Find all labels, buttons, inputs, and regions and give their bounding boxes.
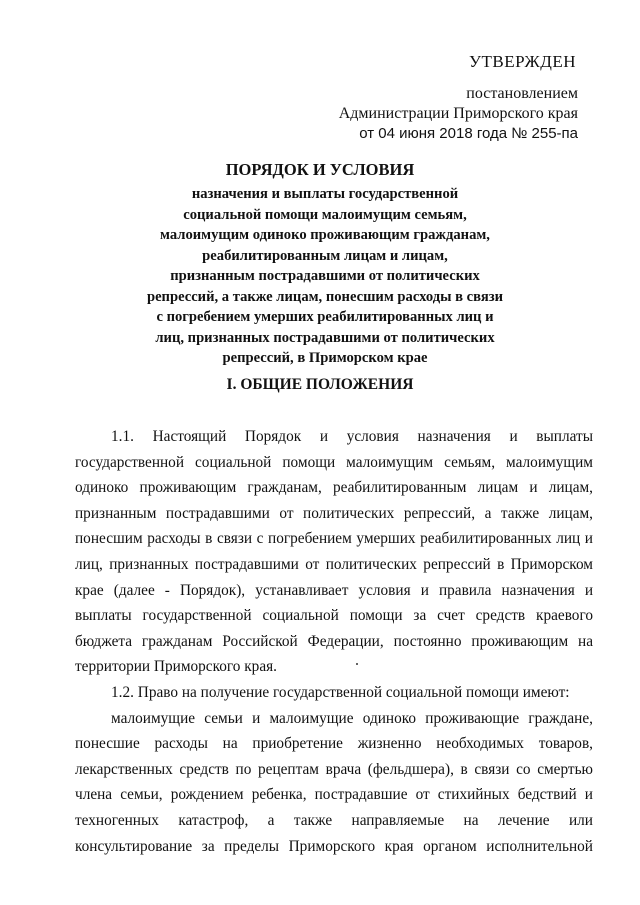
body-text [75, 424, 593, 859]
paragraph-line: государственной социальной помощи малоимущим семьям, малоимущим [75, 453, 593, 471]
paragraph-line: понесшим расходы в связи с погребением умерших реабилитированных лиц и [75, 530, 593, 548]
paragraph-line: консультирование за пределы Приморского края органом исполнительной [75, 837, 593, 855]
paragraph-line: бюджета гражданам Российской Федерации, постоянно проживающим на [75, 632, 593, 650]
decree-authority: Администрации Приморского края [338, 105, 578, 122]
paragraph-line: техногенных катастроф, а также направляемые на лечение или [75, 811, 593, 829]
scan-speck [356, 663, 358, 665]
paragraph-line: члена семьи, рождением ребенка, пострадавшие от стихийных бедствий и [75, 786, 593, 804]
section-heading: I. ОБЩИЕ ПОЛОЖЕНИЯ [226, 376, 414, 393]
paragraph-line: лиц, признанных пострадавшими от политических репрессий в Приморском [75, 555, 593, 573]
paragraph-line: понесшие расходы на приобретение жизненно необходимых товаров, [75, 735, 593, 753]
subtitle-line: с погребением умерших реабилитированных лиц и [156, 309, 494, 325]
paragraph-line: 1.2. Право на получение государственной социальной помощи имеют: [111, 683, 570, 701]
approved-heading: УТВЕРЖДЕН [469, 52, 576, 71]
paragraph-line: выплаты государственной социальной помощи за счет средств краевого [75, 607, 593, 625]
document-title: ПОРЯДОК И УСЛОВИЯ [225, 160, 415, 179]
paragraph-line: малоимущие семьи и малоимущие одиноко проживающие граждане, [111, 709, 593, 727]
paragraph-line: 1.1. Настоящий Порядок и условия назначения и выплаты [111, 428, 593, 445]
subtitle-line: признанным пострадавшими от политических [170, 268, 480, 284]
subtitle-line: реабилитированным лицам и лицам, [202, 247, 448, 264]
paragraph-line: территории Приморского края. [75, 658, 277, 676]
decree-line: постановлением [466, 85, 578, 102]
subtitle-line: репрессий, а также лицам, понесшим расходы в связи [146, 288, 504, 305]
subtitle-line: малоимущим одиноко проживающим гражданам, [160, 227, 490, 243]
paragraph-line: крае (далее - Порядок), устанавливает условия и правила назначения и [75, 581, 593, 599]
subtitle-line: репрессий, в Приморском крае [222, 350, 428, 366]
approval-stamp [339, 52, 578, 144]
subtitle-line: лиц, признанных пострадавшими от политических [155, 329, 495, 346]
paragraph-line: лекарственных средств по рецептам врача (фельдшера), в связи со смертью [75, 760, 593, 778]
decree-number: от 04 июня 2018 года № 255-па [359, 125, 578, 142]
subtitle-line: назначения и выплаты государственной [191, 186, 459, 202]
document-subtitle [110, 184, 540, 369]
subtitle-line: социальной помощи малоимущим семьям, [183, 206, 467, 223]
paragraph-line: признанным пострадавшими от политических репрессий, а также лицам, [75, 504, 593, 522]
paragraph-line: одиноко проживающим гражданам, реабилитированным лицам и лицам, [75, 479, 593, 497]
